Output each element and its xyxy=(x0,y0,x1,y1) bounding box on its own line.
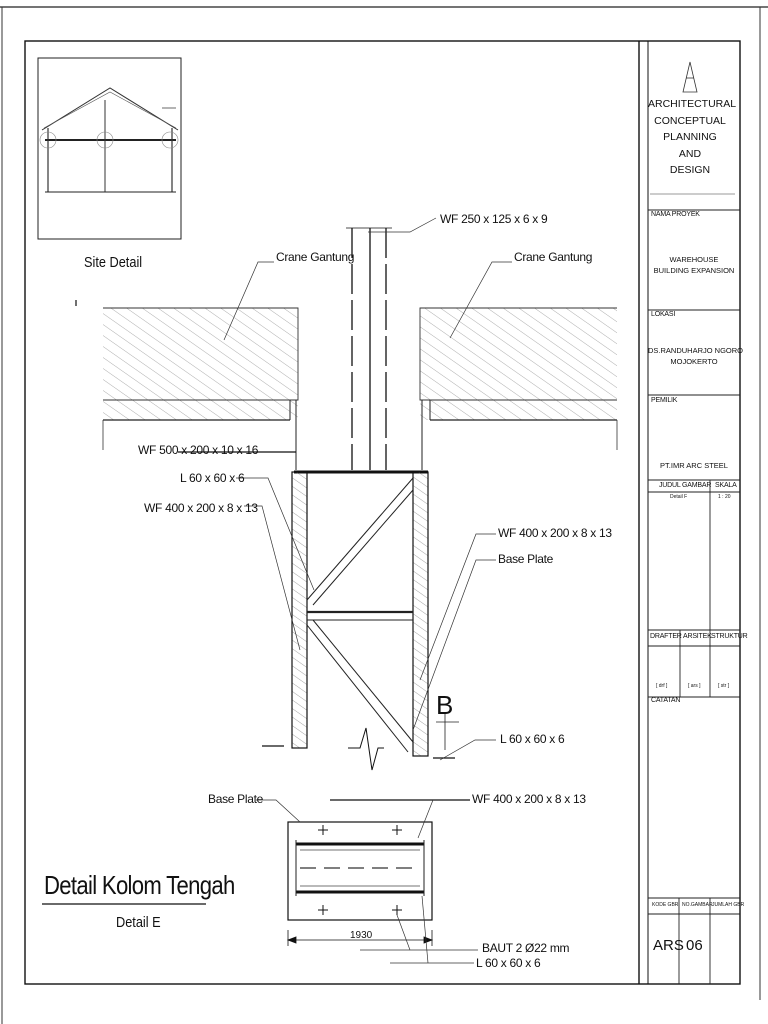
location-label: LOKASI xyxy=(651,311,676,318)
crane-girder-right xyxy=(420,308,617,450)
crane-girder-left xyxy=(103,308,298,450)
lower-column-right xyxy=(413,472,428,756)
structure-label: STRUKTUR xyxy=(711,633,748,640)
lower-column-left xyxy=(292,472,307,748)
firm-name-line: AND xyxy=(678,147,702,160)
label-bolt: BAUT 2 Ø22 mm xyxy=(482,941,570,955)
label-crane-left: Crane Gantung xyxy=(276,250,355,264)
location-line: MOJOKERTO xyxy=(670,357,718,366)
notes-label: CATATAN xyxy=(651,697,681,704)
label-l60-top: L 60 x 60 x 6 xyxy=(180,471,245,485)
drawing-title-label: JUDUL GAMBAR xyxy=(659,482,712,489)
location-line: DS.RANDUHARJO NGORO xyxy=(648,346,744,355)
sheet-number: 06 xyxy=(686,937,703,954)
label-base-plate-right: Base Plate xyxy=(498,552,554,566)
bracing xyxy=(307,478,413,752)
architect-label: ARSITEK xyxy=(683,633,712,640)
scale-label: SKALA xyxy=(715,482,737,489)
label-crane-right: Crane Gantung xyxy=(514,250,593,264)
drawing-title-main: Detail Kolom Tengah xyxy=(44,870,235,900)
firm-name-line: CONCEPTUAL xyxy=(654,114,726,127)
wf-top-column xyxy=(346,228,392,470)
title-block-grid xyxy=(648,210,744,984)
base-plan-view xyxy=(288,822,432,920)
drawing-code: ARS xyxy=(653,937,684,954)
code-label: KODE GBR xyxy=(652,902,679,908)
label-wf-400-left: WF 400 x 200 x 8 x 13 xyxy=(144,501,258,515)
label-wf-400-plan: WF 400 x 200 x 8 x 13 xyxy=(472,792,586,806)
sheet-no-label: NO.GAMBAR xyxy=(682,902,713,908)
label-l60-bottom: L 60 x 60 x 6 xyxy=(476,956,541,970)
label-wf-top: WF 250 x 125 x 6 x 9 xyxy=(440,212,548,226)
firm-name-line: PLANNING xyxy=(663,131,717,143)
scale: 1 : 20 xyxy=(718,494,731,500)
owner-label: PEMILIK xyxy=(651,397,678,404)
project-name xyxy=(648,254,740,276)
drafter-label: DRAFTER xyxy=(650,633,682,640)
label-wf-400-right: WF 400 x 200 x 8 x 13 xyxy=(498,526,612,540)
structure-value: [ str ] xyxy=(718,683,730,689)
site-detail-thumbnail xyxy=(38,58,181,239)
architect-value: [ ars ] xyxy=(688,683,701,689)
drawing-title: Detail F xyxy=(670,494,688,500)
owner: PT.IMR ARC STEEL xyxy=(660,461,728,470)
firm-name-line: ARCHITECTURAL xyxy=(648,98,737,110)
label-base-plate-left: Base Plate xyxy=(208,792,264,806)
firm-name-line: DESIGN xyxy=(669,164,711,176)
label-wf-500: WF 500 x 200 x 10 x 16 xyxy=(138,443,259,457)
dimension-value: 1930 xyxy=(350,930,373,941)
drafter-value: [ drf ] xyxy=(656,683,668,689)
project-name-line: WAREHOUSE xyxy=(669,255,719,264)
label-l60-mid: L 60 x 60 x 6 xyxy=(500,732,565,746)
location xyxy=(648,345,744,367)
section-marker: B xyxy=(436,690,454,720)
drawing-subtitle: Detail E xyxy=(116,914,161,931)
project-label: NAMA PROYEK xyxy=(651,211,700,218)
site-detail-label: Site Detail xyxy=(84,254,143,271)
project-name-line: BUILDING EXPANSION xyxy=(653,266,735,275)
firm-name xyxy=(648,96,737,179)
sheet-count-label: JUMLAH GBR xyxy=(712,902,745,908)
